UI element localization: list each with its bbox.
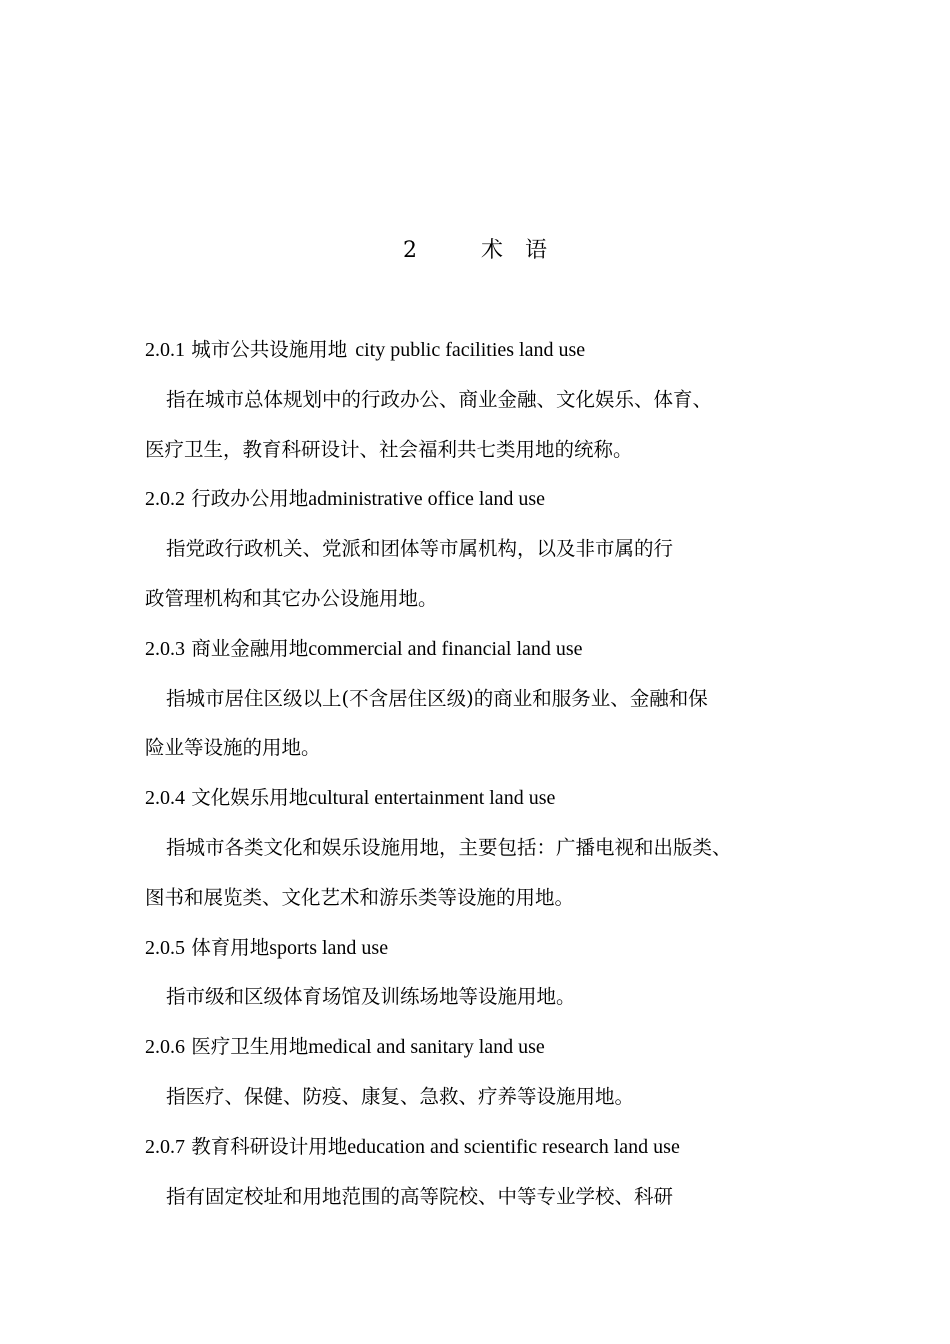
term-chinese: 医疗卫生用地 [191, 1035, 309, 1059]
term-definition-line: 指有固定校址和用地范围的高等院校、中等专业学校、科研 [166, 1184, 674, 1208]
term-chinese: 文化娱乐用地 [191, 786, 309, 810]
chapter-title: 术语 [480, 238, 569, 263]
term-definition-line: 指城市各类文化和娱乐设施用地，主要包括：广播电视和出版类、 [166, 835, 732, 859]
term-heading [145, 334, 825, 384]
term-chinese: 教育科研设计用地 [191, 1134, 348, 1158]
term-number: 2.0.4 [145, 787, 185, 810]
term-definition-line: 医疗卫生，教育科研设计、社会福利共七类用地的统称。 [145, 437, 633, 461]
term-english: sports land use [269, 936, 389, 959]
term-number: 2.0.7 [145, 1135, 185, 1158]
term-heading [145, 1131, 825, 1181]
term-definition-line: 指党政行政机关、党派和团体等市属机构，以及非市属的行 [166, 537, 674, 561]
term-english: cultural entertainment land use [308, 787, 556, 810]
term-heading [145, 633, 825, 683]
chapter-heading [0, 236, 950, 266]
term-definition-line: 险业等设施的用地。 [145, 736, 321, 760]
term-heading [145, 932, 825, 982]
term-number: 2.0.1 [145, 339, 185, 361]
term-definition-line: 指城市居住区级以上(不含居住区级)的商业和服务业、金融和保 [166, 686, 708, 710]
term-chinese: 商业金融用地 [191, 636, 309, 660]
term-chinese: 城市公共设施用地 [191, 338, 348, 361]
term-english: administrative office land use [308, 488, 545, 511]
term-heading [145, 782, 825, 832]
terms-section [145, 334, 825, 1230]
term-english: medical and sanitary land use [308, 1036, 545, 1059]
term-number: 2.0.5 [145, 936, 185, 959]
term-number: 2.0.2 [145, 488, 185, 511]
term-definition-line: 政管理机构和其它办公设施用地。 [145, 586, 438, 610]
term-definition-line: 图书和展览类、文化艺术和游乐类等设施的用地。 [145, 885, 575, 909]
term-chinese: 行政办公用地 [191, 487, 309, 511]
chapter-number: 2 [402, 238, 417, 263]
term-english: education and scientific research land use [347, 1135, 680, 1158]
term-definition-line: 指在城市总体规划中的行政办公、商业金融、文化娱乐、体育、 [166, 387, 713, 411]
term-english: city public facilities land use [355, 339, 586, 361]
term-english: commercial and financial land use [308, 637, 583, 660]
term-number: 2.0.3 [145, 637, 185, 660]
term-chinese: 体育用地 [191, 935, 270, 959]
term-heading [145, 483, 825, 533]
term-definition-line: 指市级和区级体育场馆及训练场地等设施用地。 [166, 985, 576, 1009]
term-number: 2.0.6 [145, 1036, 185, 1059]
term-heading [145, 1031, 825, 1081]
term-definition-line: 指医疗、保健、防疫、康复、急救、疗养等设施用地。 [166, 1084, 635, 1108]
